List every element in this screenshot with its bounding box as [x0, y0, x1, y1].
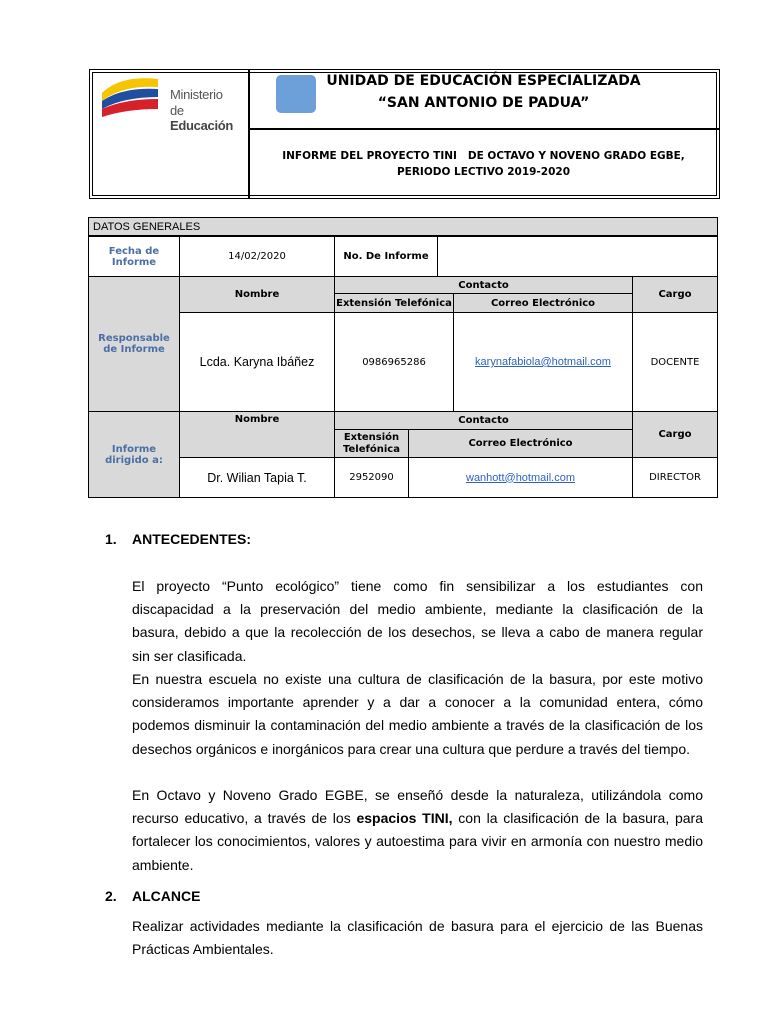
dirigido-cargo-header: Cargo: [632, 411, 718, 458]
section-2-title: [105, 888, 200, 904]
paragraph-1-line: discapacidad a la preservación del medio ambiente, mediante la clasificación de la: [132, 601, 703, 618]
paragraph-3-line: ambiente.: [132, 856, 194, 873]
nombre-header: Nombre: [179, 276, 335, 313]
paragraph-4-line: Realizar actividades mediante la clasificación de basura para el ejercicio de las Buenas: [132, 918, 703, 934]
logo-text-prefix: de: [170, 103, 184, 118]
dirigido-cargo: DIRECTOR: [632, 457, 718, 498]
responsable-correo-cell: [453, 312, 633, 412]
section-2-number: 2.: [105, 888, 117, 904]
dirigido-label: Informe dirigido a:: [88, 411, 180, 498]
paragraph-2-line: podemos disminuir la contaminación del medio ambiente a través de la clasificación de los: [132, 717, 703, 734]
responsable-telefono: 0986965286: [334, 312, 454, 412]
paragraph-2-line: En nuestra escuela no existe una cultura de clasificación de la basura, por este motivo: [132, 671, 703, 687]
fecha-value: 14/02/2020: [179, 236, 335, 277]
fecha-label: Fecha de Informe: [88, 236, 180, 277]
paragraph-3-line: fortalecer los conocimientos, valores y autoestima para vivir en armonía con nuestro medio: [132, 833, 703, 850]
dirigido-nombre: Dr. Wilian Tapia T.: [179, 457, 335, 498]
paragraph-2: [132, 668, 703, 761]
document-header: [89, 69, 720, 199]
section-1-title-text: ANTECEDENTES:: [132, 531, 252, 547]
responsable-nombre: Lcda. Karyna Ibáñez: [179, 312, 335, 412]
responsable-correo-link[interactable]: karynafabiola@hotmail.com: [475, 356, 611, 368]
section-2-title-text: ALCANCE: [132, 888, 201, 904]
school-title-line2: “SAN ANTONIO DE PADUA”: [377, 95, 590, 111]
ext-header: Extensión Telefónica: [334, 293, 454, 313]
paragraph-3-text-b: con la clasificación de la basura, para: [452, 810, 703, 827]
paragraph-2-line: consideramos importante aprender y a dar a conocer a la comunidad entera, cómo: [132, 694, 703, 711]
general-data-table: [88, 217, 718, 498]
cargo-header: Cargo: [632, 276, 718, 313]
paragraph-1-line: basura, debido a que la recolección de los desechos, se lleva a cabo de manera regular: [132, 624, 703, 641]
paragraph-4-line: Prácticas Ambientales.: [132, 941, 274, 958]
paragraph-1-line: El proyecto “Punto ecológico” tiene como fin sensibilizar a los estudiantes con: [132, 578, 703, 594]
header-divider-horizontal: [248, 128, 719, 130]
report-subtitle-line2: PERIODO LECTIVO 2019-2020: [396, 166, 571, 178]
correo-header: Correo Electrónico: [453, 293, 633, 313]
dirigido-correo-cell: [408, 457, 633, 498]
ministerio-logo-icon: [100, 75, 160, 119]
paragraph-4: [132, 915, 703, 961]
paragraph-1-line: sin ser clasificada.: [132, 647, 247, 664]
school-title-line1: UNIDAD DE EDUCACIÓN ESPECIALIZADA: [326, 73, 641, 89]
paragraph-1: [132, 575, 703, 668]
paragraph-2-line: desechos orgánicos e inorgánicos para crear una cultura que perdure a través del tiempo.: [132, 740, 690, 757]
paragraph-3-line: En Octavo y Noveno Grado EGBE, se enseñó desde la naturaleza, utilizándola como: [132, 787, 703, 803]
paragraph-3-text-a: recurso educativo, a través de los: [132, 810, 357, 827]
paragraph-3-line: [132, 807, 703, 830]
section-1-title: [105, 531, 251, 547]
logo-text-line1: Ministerio: [170, 87, 223, 102]
ministerio-logo: [100, 75, 250, 133]
section-label-datos-generales: DATOS GENERALES: [88, 217, 718, 236]
responsable-label: Responsable de Informe: [88, 276, 180, 412]
dirigido-contacto-header: Contacto: [334, 411, 633, 430]
logo-text-line2: [170, 103, 250, 133]
no-informe-label: No. De Informe: [334, 236, 438, 277]
report-subtitle-line1: INFORME DEL PROYECTO TINI DE OCTAVO Y NOVENO GRADO EGBE,: [282, 150, 685, 162]
contacto-header: Contacto: [334, 276, 633, 294]
dirigido-telefono: 2952090: [334, 457, 409, 498]
paragraph-3: [132, 784, 703, 877]
no-informe-value: [437, 236, 718, 277]
responsable-cargo: DOCENTE: [632, 312, 718, 412]
dirigido-nombre-header: Nombre: [179, 411, 335, 458]
paragraph-3-bold: espacios TINI,: [356, 810, 453, 827]
dirigido-correo-header: Correo Electrónico: [408, 429, 633, 458]
logo-text-bold: Educación: [170, 118, 234, 133]
section-1-number: 1.: [105, 531, 117, 547]
dirigido-correo-link[interactable]: wanhott@hotmail.com: [466, 471, 575, 484]
dirigido-ext-header: Extensión Telefónica: [334, 429, 409, 458]
